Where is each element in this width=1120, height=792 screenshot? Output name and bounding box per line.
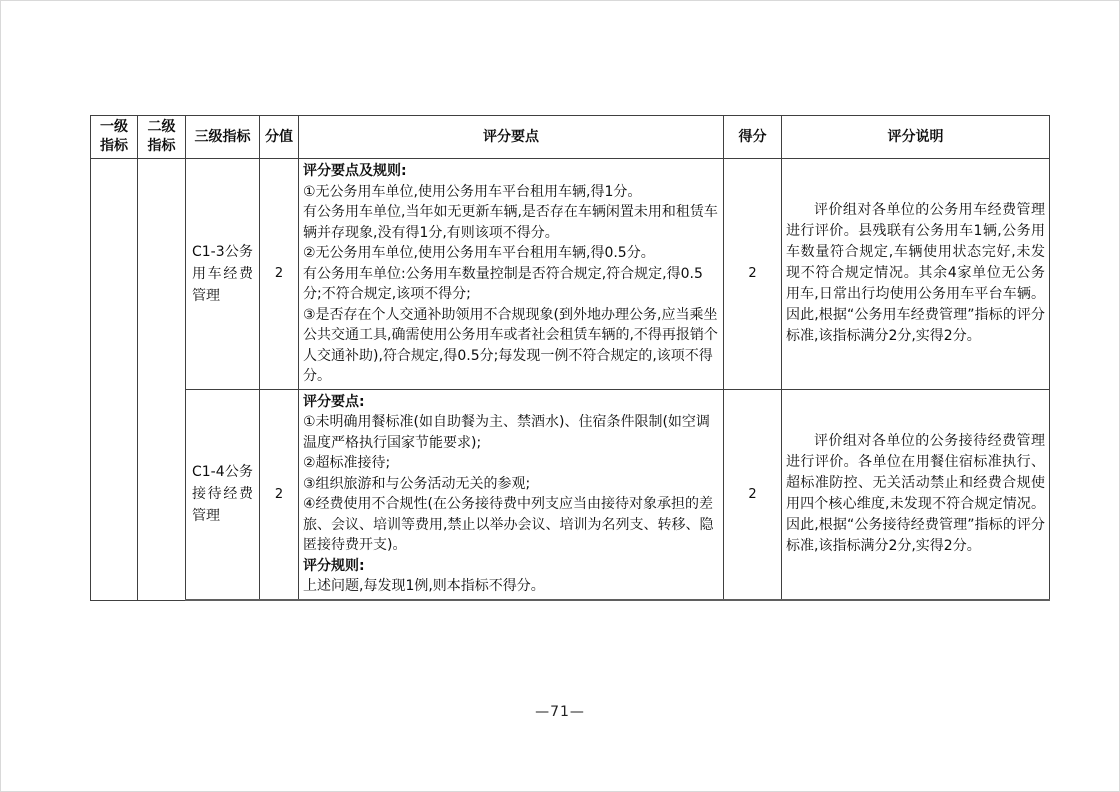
indicator-cell: C1-4公务接待经费管理 (186, 389, 260, 600)
header-max-score: 分值 (260, 116, 299, 159)
level1-cell (91, 159, 138, 601)
scoring-point-line: 评分规则: (303, 557, 365, 574)
header-explanation: 评分说明 (782, 116, 1050, 159)
scoring-point-line: ③是否存在个人交通补助领用不合规现象(到外地办理公务,应当乘坐公共交通工具,确需使用公务用车或者社会租赁车辆的,不得再报销个人交通补助),符合规定,得0.5分;每发现一例不符合规定的,该项不得分。 (303, 306, 718, 384)
indicator-cell: C1-3公务用车经费管理 (186, 159, 260, 390)
explanation-text: 评价组对各单位的公务用车经费管理进行评价。县残联有公务用车1辆,公务用车数量符合规定,车辆使用状态完好,未发现不符合规定情况。其余4家单位无公务用车,日常出行均使用公务用车平台车辆。因此,根据“公务用车经费管理”指标的评分标准,该指标满分2分,实得2分。 (786, 202, 1045, 345)
scoring-points-cell (299, 389, 724, 600)
scoring-point-line: 有公务用车单位,当年如无更新车辆,是否存在车辆闲置未用和租赁车辆并存现象,没有得1分,有则该项不得分。 (303, 204, 718, 241)
max-score-cell: 2 (260, 159, 299, 390)
scoring-point-line: ③组织旅游和与公务活动无关的参观; (303, 475, 531, 492)
explanation-text: 评价组对各单位的公务接待经费管理进行评价。各单位在用餐住宿标准执行、超标准防控、无关活动禁止和经费合规使用四个核心维度,未发现不符合规定情况。因此,根据“公务接待经费管理”指标的评分标准,该指标满分2分,实得2分。 (786, 433, 1045, 555)
scoring-point-line: ①无公务用车单位,使用公务用车平台租用车辆,得1分。 (303, 183, 642, 200)
table-header-row (91, 116, 1050, 159)
header-score: 得分 (724, 116, 782, 159)
scoring-point-line: ②无公务用车单位,使用公务用车平台租用车辆,得0.5分。 (303, 245, 655, 261)
score-cell: 2 (724, 389, 782, 600)
scoring-point-line: ②超标准接待; (303, 455, 391, 471)
scoring-point-line: ①未明确用餐标准(如自助餐为主、禁酒水)、住宿条件限制(如空调温度严格执行国家节能要求); (303, 414, 710, 451)
scoring-point-line: 上述问题,每发现1例,则本指标不得分。 (303, 578, 545, 594)
page-number: —71— (535, 704, 585, 720)
scoring-table (90, 115, 1050, 601)
scoring-points-cell (299, 159, 724, 390)
header-level3: 三级指标 (186, 116, 260, 159)
scoring-point-line: ④经费使用不合规性(在公务接待费中列支应当由接待对象承担的差旅、会议、培训等费用,禁止以举办会议、培训为名列支、转移、隐匿接待费开支)。 (303, 496, 714, 553)
scoring-point-line: 评分要点及规则: (303, 163, 407, 179)
max-score-cell: 2 (260, 389, 299, 600)
score-cell: 2 (724, 159, 782, 390)
explanation-cell (782, 389, 1050, 600)
header-level2: 二级指标 (138, 116, 186, 159)
scoring-point-line: 有公务用车单位:公务用车数量控制是否符合规定,符合规定,得0.5分;不符合规定,该项不得分; (303, 265, 703, 302)
table-row-c1-3 (91, 159, 1050, 390)
header-scoring-points: 评分要点 (299, 116, 724, 159)
table-row-c1-4 (91, 389, 1050, 600)
header-level1: 一级指标 (91, 116, 138, 159)
level2-cell (138, 159, 186, 601)
explanation-cell (782, 159, 1050, 390)
scoring-point-line: 评分要点: (303, 393, 365, 410)
